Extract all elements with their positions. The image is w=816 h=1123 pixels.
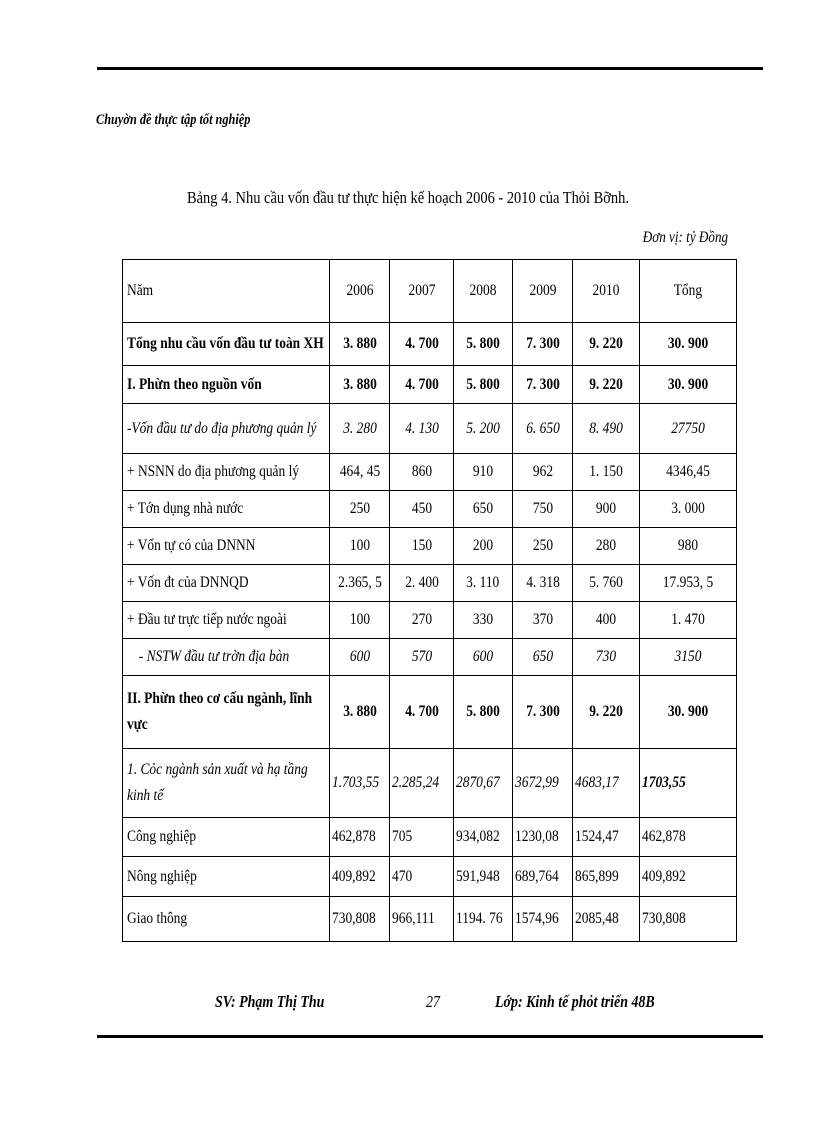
header-cell: 2008 — [454, 260, 513, 323]
cell: 9. 220 — [573, 323, 640, 366]
row-label: II. Phừn theo cơ cấu ngành, lĩnh vực — [123, 676, 330, 749]
investment-table — [122, 259, 737, 942]
table-row — [123, 639, 737, 676]
cell: 1. 150 — [573, 454, 640, 491]
cell: 7. 300 — [513, 366, 573, 404]
cell: 730,808 — [640, 897, 737, 942]
cell: 409,892 — [640, 857, 737, 897]
cell: 650 — [454, 491, 513, 528]
cell: 2. 400 — [390, 565, 454, 602]
cell: 330 — [454, 602, 513, 639]
cell: 860 — [390, 454, 454, 491]
cell: 7. 300 — [513, 323, 573, 366]
table-row — [123, 404, 737, 454]
cell: 270 — [390, 602, 454, 639]
cell: 600 — [454, 639, 513, 676]
header-cell: 2009 — [513, 260, 573, 323]
cell: 30. 900 — [640, 366, 737, 404]
cell: 462,878 — [640, 818, 737, 857]
row-label: Công nghiệp — [123, 818, 330, 857]
cell: 910 — [454, 454, 513, 491]
cell: 250 — [330, 491, 390, 528]
cell: 27750 — [640, 404, 737, 454]
cell: 4. 318 — [513, 565, 573, 602]
table-row — [123, 749, 737, 818]
cell: 4346,45 — [640, 454, 737, 491]
cell: 4. 700 — [390, 676, 454, 749]
cell: 30. 900 — [640, 323, 737, 366]
bottom-rule — [97, 1035, 763, 1038]
cell: 689,764 — [513, 857, 573, 897]
cell: 3. 880 — [330, 323, 390, 366]
header-cell: 2007 — [390, 260, 454, 323]
cell: 980 — [640, 528, 737, 565]
cell: 962 — [513, 454, 573, 491]
table-row — [123, 676, 737, 749]
cell: 3. 000 — [640, 491, 737, 528]
cell: 17.953, 5 — [640, 565, 737, 602]
cell: 865,899 — [573, 857, 640, 897]
cell: 370 — [513, 602, 573, 639]
cell: 570 — [390, 639, 454, 676]
cell: 5. 760 — [573, 565, 640, 602]
row-label: -Vốn đầu tư do địa phương quản lý — [123, 404, 330, 454]
table-row — [123, 857, 737, 897]
table-row — [123, 897, 737, 942]
row-label: + Vốn đt của DNNQD — [123, 565, 330, 602]
cell: 100 — [330, 602, 390, 639]
header-cell: Tổng — [640, 260, 737, 323]
cell: 30. 900 — [640, 676, 737, 749]
cell: 464, 45 — [330, 454, 390, 491]
table-row — [123, 565, 737, 602]
cell: 934,082 — [454, 818, 513, 857]
cell: 1230,08 — [513, 818, 573, 857]
table-row — [123, 528, 737, 565]
cell: 462,878 — [330, 818, 390, 857]
cell: 1. 470 — [640, 602, 737, 639]
cell: 1574,96 — [513, 897, 573, 942]
row-label: + Tớn dụng nhà nước — [123, 491, 330, 528]
cell: 3. 880 — [330, 676, 390, 749]
cell: 1194. 76 — [454, 897, 513, 942]
row-label: I. Phừn theo nguồn vốn — [123, 366, 330, 404]
cell: 450 — [390, 491, 454, 528]
cell: 1703,55 — [640, 749, 737, 818]
cell: 9. 220 — [573, 366, 640, 404]
cell: 150 — [390, 528, 454, 565]
cell: 5. 800 — [454, 366, 513, 404]
table-header-row — [123, 260, 737, 323]
cell: 8. 490 — [573, 404, 640, 454]
cell: 7. 300 — [513, 676, 573, 749]
document-header: Chuyờn đề thực tập tốt nghiệp — [96, 112, 251, 128]
row-label: Giao thông — [123, 897, 330, 942]
cell: 900 — [573, 491, 640, 528]
table-row — [123, 323, 737, 366]
header-cell-year: Năm — [123, 260, 330, 323]
cell: 591,948 — [454, 857, 513, 897]
cell: 3. 880 — [330, 366, 390, 404]
table-row — [123, 491, 737, 528]
row-label: Tổng nhu cầu vốn đầu tư toàn XH — [123, 323, 330, 366]
cell: 6. 650 — [513, 404, 573, 454]
cell: 2085,48 — [573, 897, 640, 942]
cell: 2.285,24 — [390, 749, 454, 818]
cell: 280 — [573, 528, 640, 565]
cell: 5. 800 — [454, 676, 513, 749]
cell: 3150 — [640, 639, 737, 676]
cell: 470 — [390, 857, 454, 897]
cell: 5. 800 — [454, 323, 513, 366]
table-row — [123, 454, 737, 491]
cell: 966,111 — [390, 897, 454, 942]
cell: 600 — [330, 639, 390, 676]
cell: 250 — [513, 528, 573, 565]
cell: 730,808 — [330, 897, 390, 942]
footer-class: Lớp: Kinh tế phỏt triển 48B — [495, 992, 655, 1011]
row-label: + Đầu tư trực tiếp nước ngoài — [123, 602, 330, 639]
cell: 2870,67 — [454, 749, 513, 818]
cell: 650 — [513, 639, 573, 676]
row-label: + Vốn tự có của DNNN — [123, 528, 330, 565]
unit-label: Đơn vị: tỷ Đồng — [642, 229, 728, 246]
header-cell: 2006 — [330, 260, 390, 323]
cell: 9. 220 — [573, 676, 640, 749]
cell: 5. 200 — [454, 404, 513, 454]
cell: 3. 110 — [454, 565, 513, 602]
footer-page-number: 27 — [426, 992, 440, 1011]
cell: 2.365, 5 — [330, 565, 390, 602]
cell: 100 — [330, 528, 390, 565]
cell: 4. 130 — [390, 404, 454, 454]
table-row — [123, 818, 737, 857]
row-label: Nông nghiệp — [123, 857, 330, 897]
cell: 4683,17 — [573, 749, 640, 818]
cell: 200 — [454, 528, 513, 565]
cell: 1.703,55 — [330, 749, 390, 818]
cell: 750 — [513, 491, 573, 528]
cell: 4. 700 — [390, 323, 454, 366]
cell: 400 — [573, 602, 640, 639]
table-row — [123, 366, 737, 404]
row-label: + NSNN do địa phương quản lý — [123, 454, 330, 491]
row-label: - NSTW đầu tư trờn địa bàn — [123, 639, 330, 676]
top-rule — [97, 67, 763, 70]
cell: 730 — [573, 639, 640, 676]
footer-student: SV: Phạm Thị Thu — [215, 992, 325, 1011]
header-cell: 2010 — [573, 260, 640, 323]
table-row — [123, 602, 737, 639]
cell: 409,892 — [330, 857, 390, 897]
cell: 4. 700 — [390, 366, 454, 404]
cell: 705 — [390, 818, 454, 857]
table-title: Bảng 4. Nhu cầu vốn đầu tư thực hiện kế hoạch 2006 - 2010 của Thỏi Bỡnh. — [186, 188, 629, 207]
row-label: 1. Cỏc ngành sản xuất và hạ tầng kinh tế — [123, 749, 330, 818]
cell: 1524,47 — [573, 818, 640, 857]
cell: 3672,99 — [513, 749, 573, 818]
cell: 3. 280 — [330, 404, 390, 454]
